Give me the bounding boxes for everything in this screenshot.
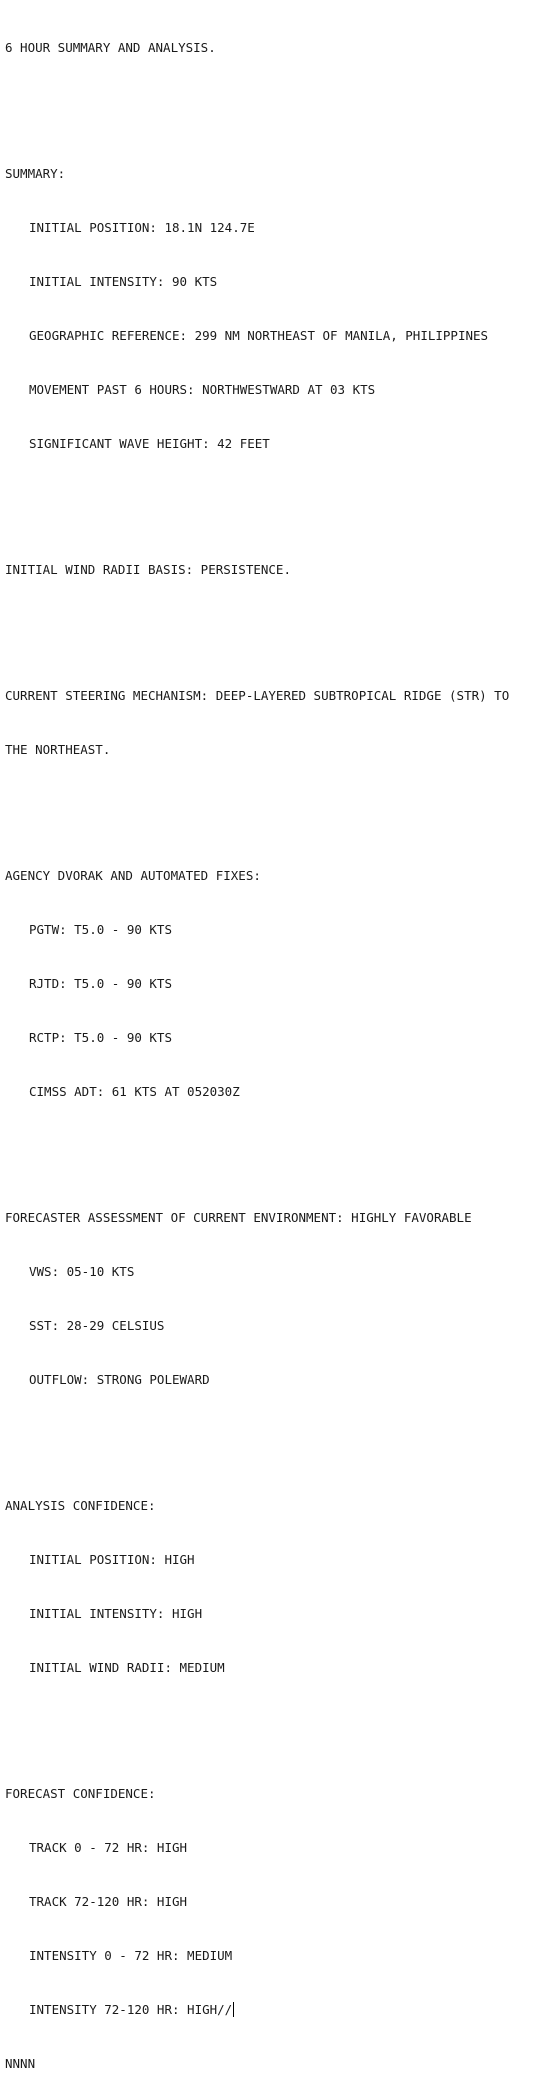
rjtd-fix: RJTD: T5.0 - 90 KTS (29, 976, 172, 991)
blank-line (5, 615, 509, 633)
text-cursor (233, 2002, 234, 2017)
environment-heading: FORECASTER ASSESSMENT OF CURRENT ENVIRONMENT: HIGHLY FAVORABLE (5, 1210, 472, 1225)
movement-line: MOVEMENT PAST 6 HOURS: NORTHWESTWARD AT 03 KTS (29, 382, 376, 397)
initial-position-line: INITIAL POSITION: 18.1N 124.7E (29, 220, 255, 235)
analysis-intensity-confidence: INITIAL INTENSITY: HIGH (29, 1606, 203, 1621)
blank-line (5, 1425, 509, 1443)
track-72-120-confidence: TRACK 72-120 HR: HIGH (29, 1894, 188, 1909)
intensity-72-120-confidence: INTENSITY 72-120 HR: HIGH// (29, 2002, 233, 2017)
track-0-72-confidence: TRACK 0 - 72 HR: HIGH (29, 1840, 188, 1855)
cimss-adt-fix: CIMSS ADT: 61 KTS AT 052030Z (29, 1084, 240, 1099)
rctp-fix: RCTP: T5.0 - 90 KTS (29, 1030, 172, 1045)
report-header: 6 HOUR SUMMARY AND ANALYSIS. (5, 40, 216, 55)
blank-line (5, 93, 509, 111)
intensity-0-72-confidence: INTENSITY 0 - 72 HR: MEDIUM (29, 1948, 233, 1963)
sst-line: SST: 28-29 CELSIUS (29, 1318, 165, 1333)
end-marker: NNNN (5, 2056, 36, 2071)
dvorak-heading: AGENCY DVORAK AND AUTOMATED FIXES: (5, 868, 261, 883)
geographic-reference-line: GEOGRAPHIC REFERENCE: 299 NM NORTHEAST OF MANILA, PHILIPPINES (29, 328, 489, 343)
steering-line-1: CURRENT STEERING MECHANISM: DEEP-LAYERED SUBTROPICAL RIDGE (STR) TO (5, 688, 510, 703)
bulletin-text[interactable] (5, 3, 509, 2091)
summary-heading: SUMMARY: (5, 166, 66, 181)
pgtw-fix: PGTW: T5.0 - 90 KTS (29, 922, 172, 937)
initial-intensity-line: INITIAL INTENSITY: 90 KTS (29, 274, 218, 289)
intensity-72-120-row (5, 2001, 509, 2019)
wave-height-line: SIGNIFICANT WAVE HEIGHT: 42 FEET (29, 436, 270, 451)
wind-radii-basis-line: INITIAL WIND RADII BASIS: PERSISTENCE. (5, 562, 291, 577)
forecast-confidence-heading: FORECAST CONFIDENCE: (5, 1786, 156, 1801)
blank-line (5, 795, 509, 813)
analysis-position-confidence: INITIAL POSITION: HIGH (29, 1552, 195, 1567)
steering-line-2: THE NORTHEAST. (5, 742, 111, 757)
blank-line (5, 1713, 509, 1731)
analysis-confidence-heading: ANALYSIS CONFIDENCE: (5, 1498, 156, 1513)
blank-line (5, 489, 509, 507)
outflow-line: OUTFLOW: STRONG POLEWARD (29, 1372, 210, 1387)
analysis-wind-radii-confidence: INITIAL WIND RADII: MEDIUM (29, 1660, 225, 1675)
vws-line: VWS: 05-10 KTS (29, 1264, 135, 1279)
blank-line (5, 1137, 509, 1155)
